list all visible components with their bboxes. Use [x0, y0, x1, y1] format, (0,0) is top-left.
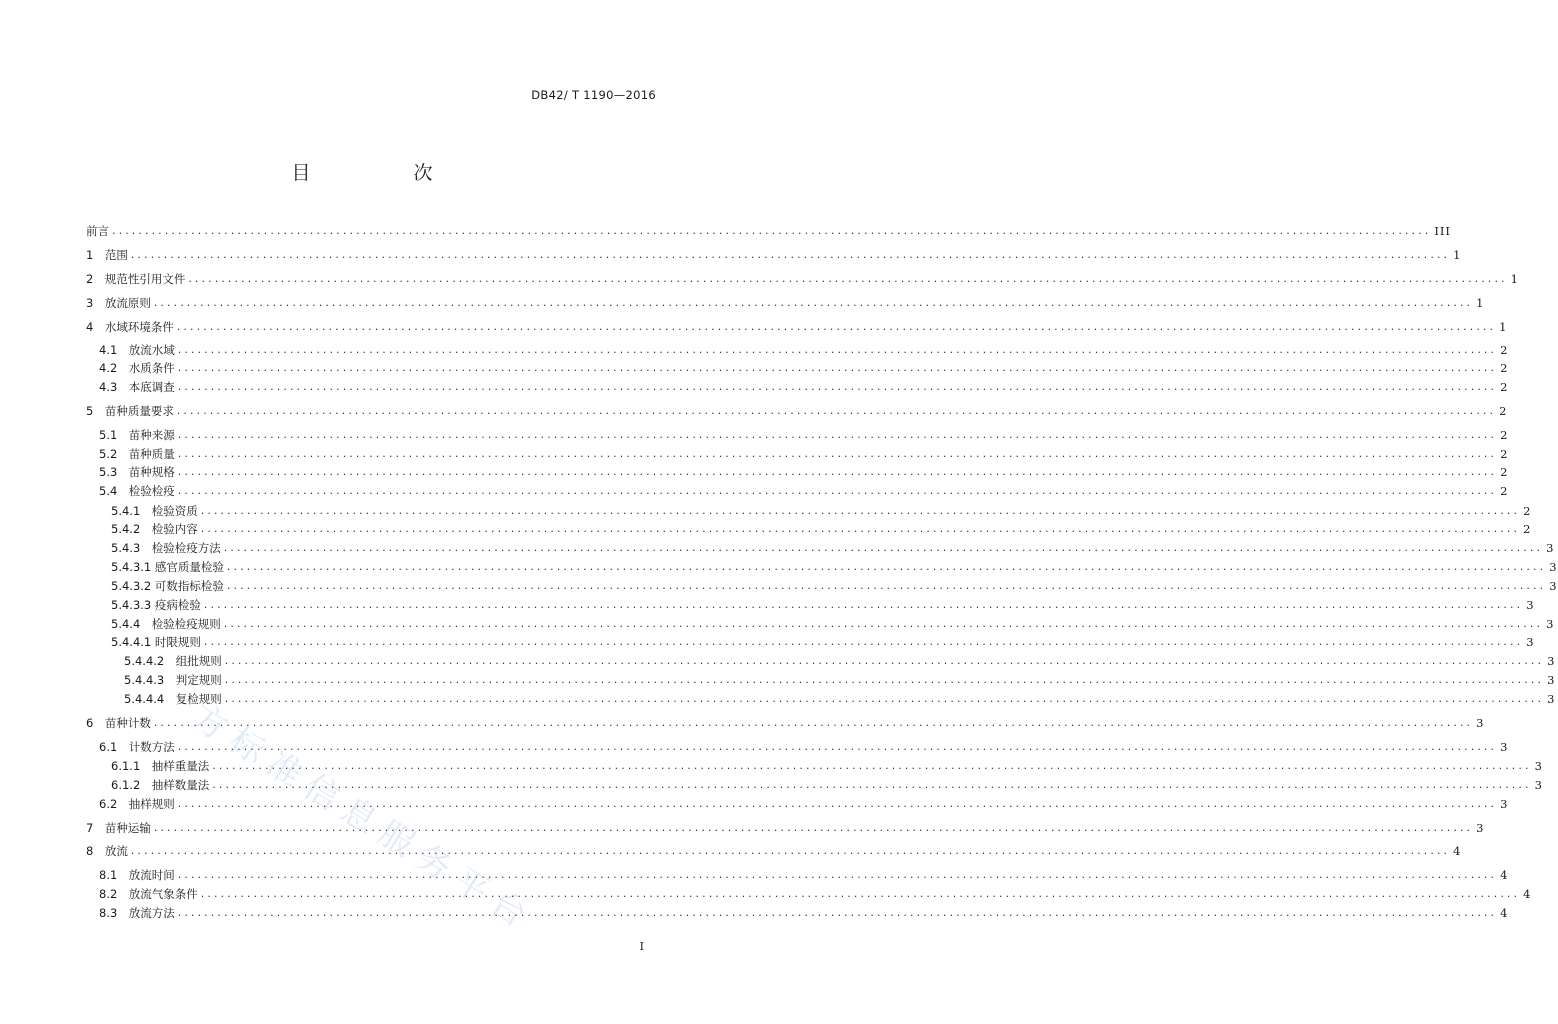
toc-entry[interactable]: [111, 500, 1532, 518]
toc-entry-title: 前言: [86, 224, 109, 238]
toc-entry[interactable]: [99, 443, 1509, 461]
toc-entry[interactable]: [99, 480, 1509, 498]
toc-leader-dots: ........................................................................................................................................................................................................: [177, 428, 1498, 441]
toc-entry[interactable]: [86, 220, 1451, 238]
toc-leader-dots: ........................................................................................................................................................................................................: [177, 906, 1498, 919]
toc-leader-dots: ........................................................................................................................................................................................................: [176, 404, 1497, 417]
toc-entry-title: 5.4.4.2 组批规则: [124, 654, 222, 668]
toc-entry-page: 3: [1476, 716, 1485, 730]
toc-leader-dots: ........................................................................................................................................................................................................: [224, 673, 1545, 686]
toc-entry-page: 3: [1547, 692, 1556, 706]
toc-leader-dots: ........................................................................................................................................................................................................: [177, 447, 1498, 460]
toc-leader-dots: ........................................................................................................................................................................................................: [177, 797, 1498, 810]
toc-leader-dots: ........................................................................................................................................................................................................: [177, 380, 1498, 393]
toc-entry-title: 5.4.3.2 可数指标检验: [111, 579, 224, 593]
toc-entry-title: 5.4.4.4 复检规则: [124, 692, 222, 706]
toc-leader-dots: ........................................................................................................................................................................................................: [177, 465, 1498, 478]
toc-entry-page: 2: [1500, 380, 1509, 394]
toc-entry-page: 3: [1549, 579, 1558, 593]
toc-entry-page: 3: [1534, 759, 1543, 773]
toc-leader-dots: ........................................................................................................................................................................................................: [176, 320, 1497, 333]
toc-entry-title: 5.4.4.3 判定规则: [124, 673, 222, 687]
toc-entry[interactable]: [86, 400, 1508, 418]
toc-entry-title: 8.3 放流方法: [99, 906, 175, 920]
toc-entry-page: 2: [1523, 504, 1532, 518]
toc-entry-title: 8.2 放流气象条件: [99, 887, 198, 901]
toc-entry-page: 1: [1510, 272, 1519, 286]
toc-entry[interactable]: [124, 650, 1556, 668]
toc-leader-dots: ........................................................................................................................................................................................................: [112, 224, 1432, 237]
toc-leader-dots: ........................................................................................................................................................................................................: [153, 296, 1474, 309]
toc-entry-title: 5 苗种质量要求: [86, 404, 174, 418]
toc-entry-page: 3: [1534, 778, 1543, 792]
toc-entry-page: 1: [1476, 296, 1485, 310]
toc-entry-title: 6.1.1 抽样重量法: [111, 759, 210, 773]
toc-entry-title: 5.4.4.1 时限规则: [111, 635, 201, 649]
toc-entry[interactable]: [86, 244, 1462, 262]
toc-entry-page: 4: [1523, 887, 1532, 901]
toc-entry-title: 6 苗种计数: [86, 716, 151, 730]
toc-entry[interactable]: [111, 631, 1535, 649]
toc-leader-dots: ........................................................................................................................................................................................................: [177, 740, 1498, 753]
toc-entry-title: 4.2 水质条件: [99, 361, 175, 375]
toc-entry-page: 2: [1500, 343, 1509, 357]
toc-leader-dots: ........................................................................................................................................................................................................: [226, 560, 1547, 573]
toc-entry-page: 1: [1499, 320, 1508, 334]
toc-leader-dots: ........................................................................................................................................................................................................: [177, 484, 1498, 497]
toc-leader-dots: ........................................................................................................................................................................................................: [224, 654, 1545, 667]
toc-entry[interactable]: [86, 817, 1485, 835]
toc-entry[interactable]: [99, 902, 1509, 920]
toc-entry[interactable]: [86, 840, 1462, 858]
toc-entry-page: 3: [1547, 654, 1556, 668]
toc-entry[interactable]: [111, 556, 1558, 574]
toc-entry-page: 3: [1546, 617, 1555, 631]
toc-entry-title: 5.4.2 检验内容: [111, 522, 198, 536]
toc-entry[interactable]: [111, 537, 1555, 555]
toc-entry[interactable]: [111, 755, 1543, 773]
toc-entry[interactable]: [99, 357, 1509, 375]
toc-entry-title: 5.1 苗种来源: [99, 428, 175, 442]
toc-entry[interactable]: [99, 461, 1509, 479]
toc-leader-dots: ........................................................................................................................................................................................................: [130, 844, 1451, 857]
toc-entry-page: 4: [1500, 868, 1509, 882]
toc-entry-page: 2: [1500, 484, 1509, 498]
toc-entry-title: 5.4.3.1 感官质量检验: [111, 560, 224, 574]
toc-entry-page: 3: [1526, 598, 1535, 612]
toc-leader-dots: ........................................................................................................................................................................................................: [153, 716, 1474, 729]
toc-entry[interactable]: [124, 688, 1556, 706]
toc-entry-title: 5.4 检验检疫: [99, 484, 175, 498]
toc-entry-title: 6.1 计数方法: [99, 740, 175, 754]
watermark: 方标准信息服务平台: [184, 696, 542, 941]
toc-entry[interactable]: [111, 613, 1555, 631]
toc-entry-page: 3: [1526, 635, 1535, 649]
toc-entry-title: 5.4.3.3 疫病检验: [111, 598, 201, 612]
toc-entry[interactable]: [111, 575, 1558, 593]
toc-entry-page: 2: [1500, 361, 1509, 375]
toc-leader-dots: ........................................................................................................................................................................................................: [203, 635, 1524, 648]
toc-entry-page: 3: [1500, 740, 1509, 754]
toc-leader-dots: ........................................................................................................................................................................................................: [177, 361, 1498, 374]
toc-entry-title: 1 范围: [86, 248, 128, 262]
toc-leader-dots: ........................................................................................................................................................................................................: [224, 692, 1545, 705]
toc-entry-page: 3: [1549, 560, 1558, 574]
toc-leader-dots: ........................................................................................................................................................................................................: [223, 617, 1544, 630]
toc-entry-title: 5.4.3 检验检疫方法: [111, 541, 221, 555]
toc-leader-dots: ........................................................................................................................................................................................................: [153, 821, 1474, 834]
toc-entry[interactable]: [86, 268, 1519, 286]
toc-entry-title: 4.3 本底调查: [99, 380, 175, 394]
toc-leader-dots: ........................................................................................................................................................................................................: [177, 868, 1498, 881]
toc-entry-page: 2: [1500, 447, 1509, 461]
page-number: I: [639, 940, 644, 953]
toc-entry-page: 3: [1500, 797, 1509, 811]
toc-entry-title: 5.4.4 检验检疫规则: [111, 617, 221, 631]
document-code: DB42/ T 1190—2016: [531, 88, 656, 102]
toc-entry[interactable]: [99, 883, 1532, 901]
toc-entry[interactable]: [124, 669, 1556, 687]
toc-entry-page: 1: [1453, 248, 1462, 262]
toc-entry[interactable]: [111, 518, 1532, 536]
toc-entry-page: 3: [1546, 541, 1555, 555]
toc-entry[interactable]: [99, 339, 1509, 357]
toc-entry-title: 8.1 放流时间: [99, 868, 175, 882]
toc-leader-dots: ........................................................................................................................................................................................................: [203, 598, 1524, 611]
toc-entry-page: 2: [1499, 404, 1508, 418]
toc-entry-title: 3 放流原则: [86, 296, 151, 310]
toc-entry-title: 5.4.1 检验资质: [111, 504, 198, 518]
toc-entry[interactable]: [86, 316, 1508, 334]
toc-leader-dots: ........................................................................................................................................................................................................: [200, 504, 1521, 517]
toc-entry[interactable]: [99, 793, 1509, 811]
toc-leader-dots: ........................................................................................................................................................................................................: [223, 541, 1544, 554]
toc-entry[interactable]: [99, 736, 1509, 754]
toc-entry-page: 3: [1476, 821, 1485, 835]
toc-leader-dots: ........................................................................................................................................................................................................: [177, 343, 1498, 356]
toc-entry-title: 6.1.2 抽样数量法: [111, 778, 210, 792]
toc-entry-page: 4: [1500, 906, 1509, 920]
toc-title: 目 次: [291, 162, 475, 184]
toc-entry[interactable]: [86, 292, 1485, 310]
toc-entry-title: 4 水域环境条件: [86, 320, 174, 334]
toc-leader-dots: ........................................................................................................................................................................................................: [200, 522, 1521, 535]
toc-entry[interactable]: [99, 424, 1509, 442]
toc-entry[interactable]: [99, 864, 1509, 882]
toc-entry-title: 5.3 苗种规格: [99, 465, 175, 479]
toc-leader-dots: ........................................................................................................................................................................................................: [200, 887, 1521, 900]
toc-entry-page: 2: [1500, 428, 1509, 442]
toc-entry-page: III: [1434, 224, 1451, 238]
toc-entry[interactable]: [111, 774, 1543, 792]
toc-entry-title: 7 苗种运输: [86, 821, 151, 835]
toc-entry-page: 3: [1547, 673, 1556, 687]
toc-leader-dots: ........................................................................................................................................................................................................: [130, 248, 1451, 261]
toc-entry[interactable]: [111, 594, 1535, 612]
toc-entry-title: 4.1 放流水域: [99, 343, 175, 357]
toc-leader-dots: ........................................................................................................................................................................................................: [212, 759, 1532, 772]
toc-entry[interactable]: [99, 376, 1509, 394]
toc-entry-title: 6.2 抽样规则: [99, 797, 175, 811]
toc-entry-title: 8 放流: [86, 844, 128, 858]
toc-leader-dots: ........................................................................................................................................................................................................: [212, 778, 1532, 791]
toc-entry-page: 4: [1453, 844, 1462, 858]
toc-leader-dots: ........................................................................................................................................................................................................: [226, 579, 1547, 592]
toc-entry-page: 2: [1500, 465, 1509, 479]
toc-entry-title: 5.2 苗种质量: [99, 447, 175, 461]
toc-entry-page: 2: [1523, 522, 1532, 536]
toc-leader-dots: ........................................................................................................................................................................................................: [188, 272, 1508, 285]
toc-entry[interactable]: [86, 712, 1485, 730]
toc-entry-title: 2 规范性引用文件: [86, 272, 186, 286]
